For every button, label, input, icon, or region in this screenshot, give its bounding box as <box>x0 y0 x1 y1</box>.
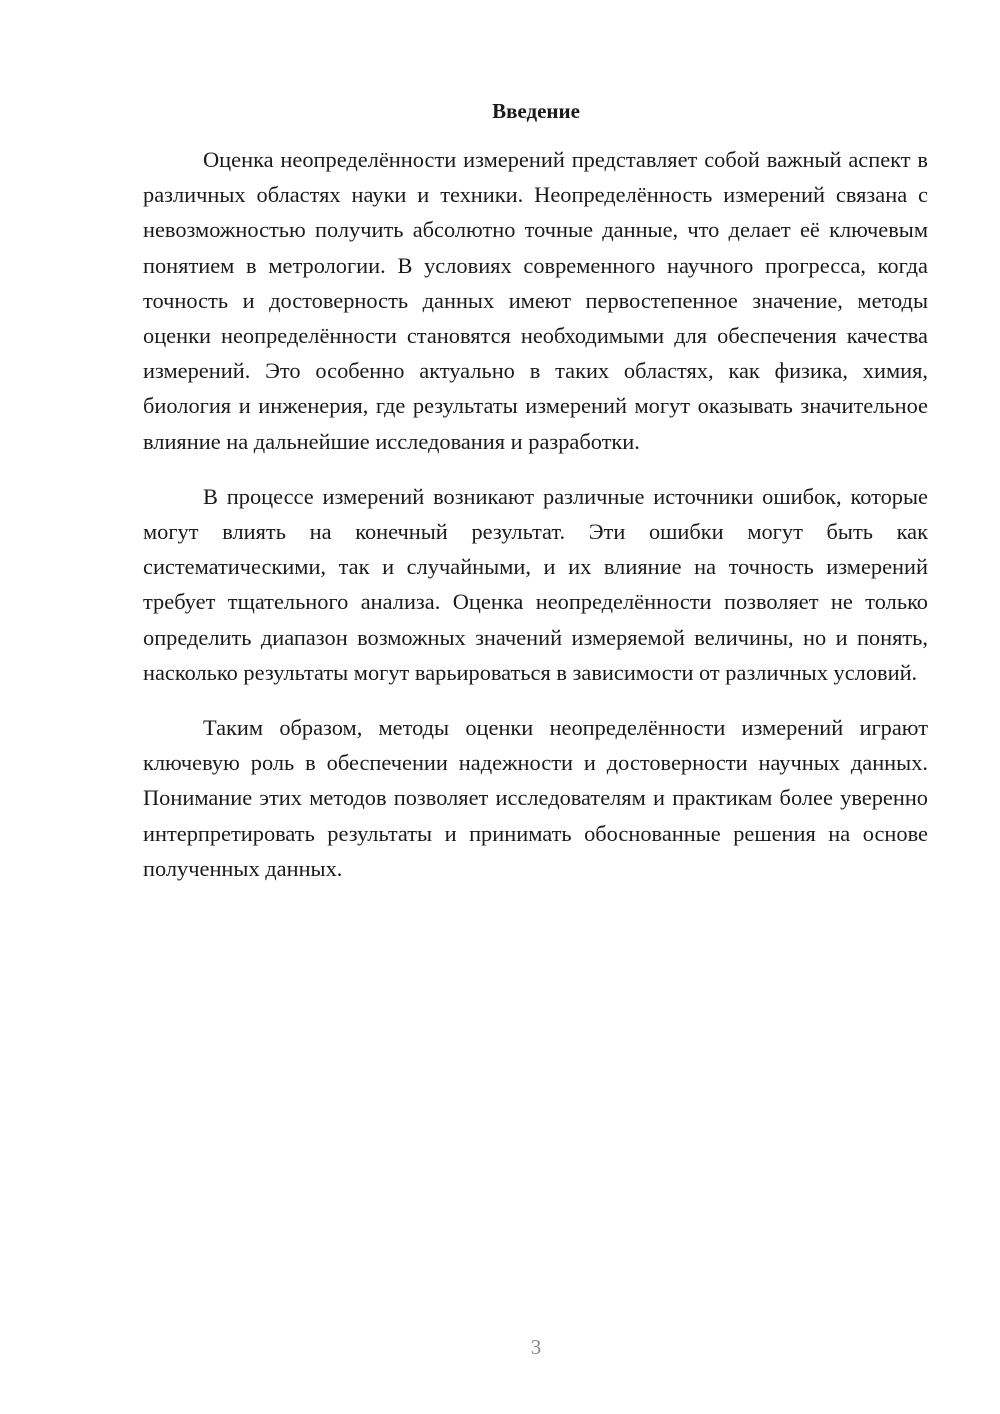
page-number: 3 <box>530 1335 542 1359</box>
section-heading: Введение <box>492 99 580 123</box>
paragraph-2: В процессе измерений возникают различные источники ошибок, которые могут влиять на конечный результат. Эти ошибки могут быть как систематическими, так и случайными, и их влияние на точность измерений требует тщательного анализа. Оценка неопределённости позволяет не только определить диапазон возможных значений измеряемой величины, но и понять, насколько результаты могут варьироваться в зависимости от различных условий. <box>143 483 928 685</box>
paragraph-1: Оценка неопределённости измерений представляет собой важный аспект в различных областях науки и техники. Неопределённость измерений связана с невозможностью получить абсолютно точные данные, что делает её ключевым понятием в метрологии. В условиях современного научного прогресса, когда точность и достоверность данных имеют первостепенное значение, методы оценки неопределённости становятся необходимыми для обеспечения качества измерений. Это особенно актуально в таких областях, как физика, химия, биология и инженерия, где результаты измерений могут оказывать значительное влияние на дальнейшие исследования и разработки. <box>143 147 928 454</box>
paragraph-3: Таким образом, методы оценки неопределённости измерений играют ключевую роль в обеспечении надежности и достоверности научных данных. Понимание этих методов позволяет исследователям и практикам более уверенно интерпретировать результаты и принимать обоснованные решения на основе полученных данных. <box>143 715 928 881</box>
body-text <box>143 142 928 906</box>
